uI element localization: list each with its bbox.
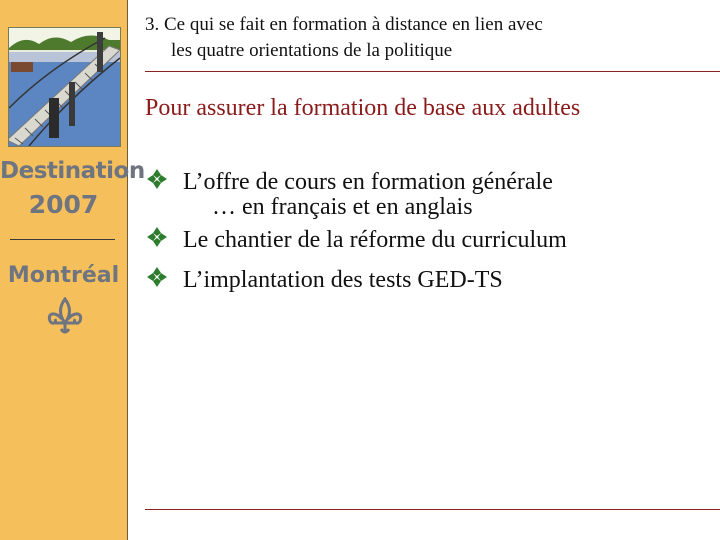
bridge-illustration-icon — [8, 27, 121, 147]
bullet-item — [145, 220, 715, 260]
bullet-item — [145, 260, 715, 300]
bullet-continuation: … en français et en anglais — [212, 194, 473, 220]
slide-heading — [145, 12, 705, 64]
sidebar-divider — [10, 239, 115, 240]
diamond-bullet-icon — [145, 265, 183, 296]
bullet-text: L’implantation des tests GED-TS — [183, 266, 503, 293]
bullet-text: Le chantier de la réforme du curriculum — [183, 226, 567, 253]
bullet-text: L’offre de cours en formation générale — [183, 168, 553, 195]
bullet-list — [145, 162, 715, 300]
brand-destination: Destination — [0, 158, 145, 184]
slide-subtitle: Pour assurer la formation de base aux adultes — [145, 95, 581, 121]
diamond-bullet-icon — [145, 167, 183, 198]
brand-year: 2007 — [28, 190, 99, 219]
bottom-rule — [145, 509, 720, 510]
diamond-bullet-icon — [145, 225, 183, 256]
heading-line-1: 3. Ce qui se fait en formation à distance en lien avec — [145, 14, 543, 35]
top-rule — [145, 71, 720, 72]
sidebar — [0, 0, 145, 540]
heading-line-2: les quatre orientations de la politique — [171, 40, 453, 61]
fleur-de-lis-icon — [47, 297, 83, 337]
brand-city: Montréal — [7, 263, 120, 288]
